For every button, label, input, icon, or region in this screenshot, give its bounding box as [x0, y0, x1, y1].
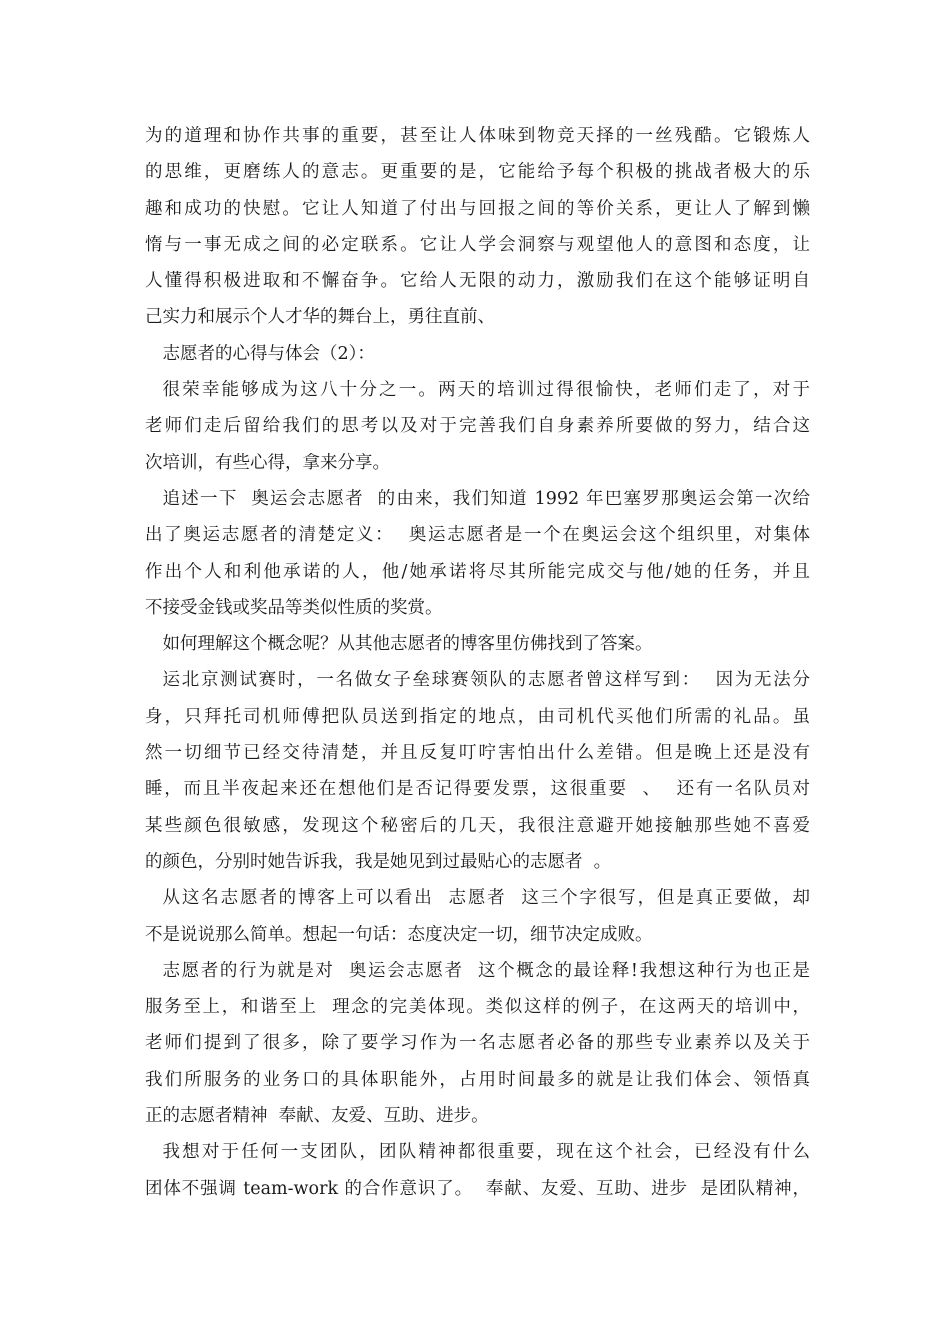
text-line: 惰与一事无成之间的必定联系。它让人学会洞察与观望他人的意图和态度，让: [145, 234, 810, 255]
text-line: 不接受金钱或奖品等类似性质的奖赏。: [145, 597, 443, 618]
text-line: 正的志愿者精神 奉献、友爱、互助、进步。: [145, 1106, 489, 1127]
text-line: 身，只拜托司机师傅把队员送到指定的地点，由司机代买他们所需的礼品。虽: [145, 706, 810, 727]
text-line: 为的道理和协作共事的重要，甚至让人体味到物竞天择的一丝残酷。它锻炼人: [145, 126, 810, 146]
text-line: 志愿者的行为就是对 奥运会志愿者 这个概念的最诠释!我想这种行为也正是: [162, 960, 810, 981]
text-line: 的思维，更磨练人的意志。更重要的是，它能给予每个积极的挑战者极大的乐: [145, 162, 810, 183]
text-line: 我想对于任何一支团队，团队精神都很重要，现在这个社会，已经没有什么: [162, 1142, 810, 1163]
text-line: 如何理解这个概念呢？从其他志愿者的博客里仿佛找到了答案。: [162, 634, 653, 655]
text-line: 然一切细节已经交待清楚，并且反复叮咛害怕出什么差错。但是晚上还是没有: [145, 743, 810, 764]
text-line: 我们所服务的业务口的具体职能外，占用时间最多的就是让我们体会、领悟真: [145, 1069, 810, 1090]
text-line: 服务至上，和谐至上 理念的完美体现。类似这样的例子，在这两天的培训中，: [145, 997, 810, 1018]
text-line: 追述一下 奥运会志愿者 的由来，我们知道 1992 年巴塞罗那奥运会第一次给: [162, 488, 810, 509]
text-line: 人懂得积极进取和不懈奋争。它给人无限的动力，激励我们在这个能够证明自: [145, 271, 810, 292]
text-line: 老师们走后留给我们的思考以及对于完善我们自身素养所要做的努力，结合这: [145, 416, 810, 437]
text-line: 不是说说那么简单。想起一句话：态度决定一切，细节决定成败。: [145, 924, 653, 945]
text-line: 运北京测试赛时，一名做女子垒球赛领队的志愿者曾这样写到： 因为无法分: [162, 670, 810, 691]
text-line: 团体不强调 team-work 的合作意识了。 奉献、友爱、互助、进步 是团队精神，: [145, 1178, 810, 1199]
text-line: 出了奥运志愿者的清楚定义： 奥运志愿者是一个在奥运会这个组织里，对集体: [145, 525, 810, 546]
text-line: 很荣幸能够成为这八十分之一。两天的培训过得很愉快，老师们走了，对于: [162, 380, 810, 401]
text-line: 睡，而且半夜起来还在想他们是否记得要发票，这很重要 、 还有一名队员对: [145, 779, 810, 800]
text-line: 趣和成功的快慰。它让人知道了付出与回报之间的等价关系，更让人了解到懒: [145, 198, 810, 219]
text-line: 老师们提到了很多，除了要学习作为一名志愿者必备的那些专业素养以及关于: [145, 1033, 810, 1054]
text-line: 志愿者的心得与体会（2）：: [162, 343, 375, 364]
text-line: 从这名志愿者的博客上可以看出 志愿者 这三个字很写，但是真正要做，却: [162, 888, 810, 909]
document-body: [145, 118, 810, 1207]
text-line: 己实力和展示个人才华的舞台上，勇往直前、: [145, 307, 495, 328]
text-line: 次培训，有些心得，拿来分享。: [145, 452, 390, 473]
text-line: 作出个人和利他承诺的人，他/她承诺将尽其所能完成交与他/她的任务，并且: [145, 561, 810, 582]
text-line: 的颜色，分别时她告诉我，我是她见到过最贴心的志愿者 。: [145, 851, 612, 872]
text-line: 某些颜色很敏感，发现这个秘密后的几天，我很注意避开她接触那些她不喜爱: [145, 815, 810, 836]
